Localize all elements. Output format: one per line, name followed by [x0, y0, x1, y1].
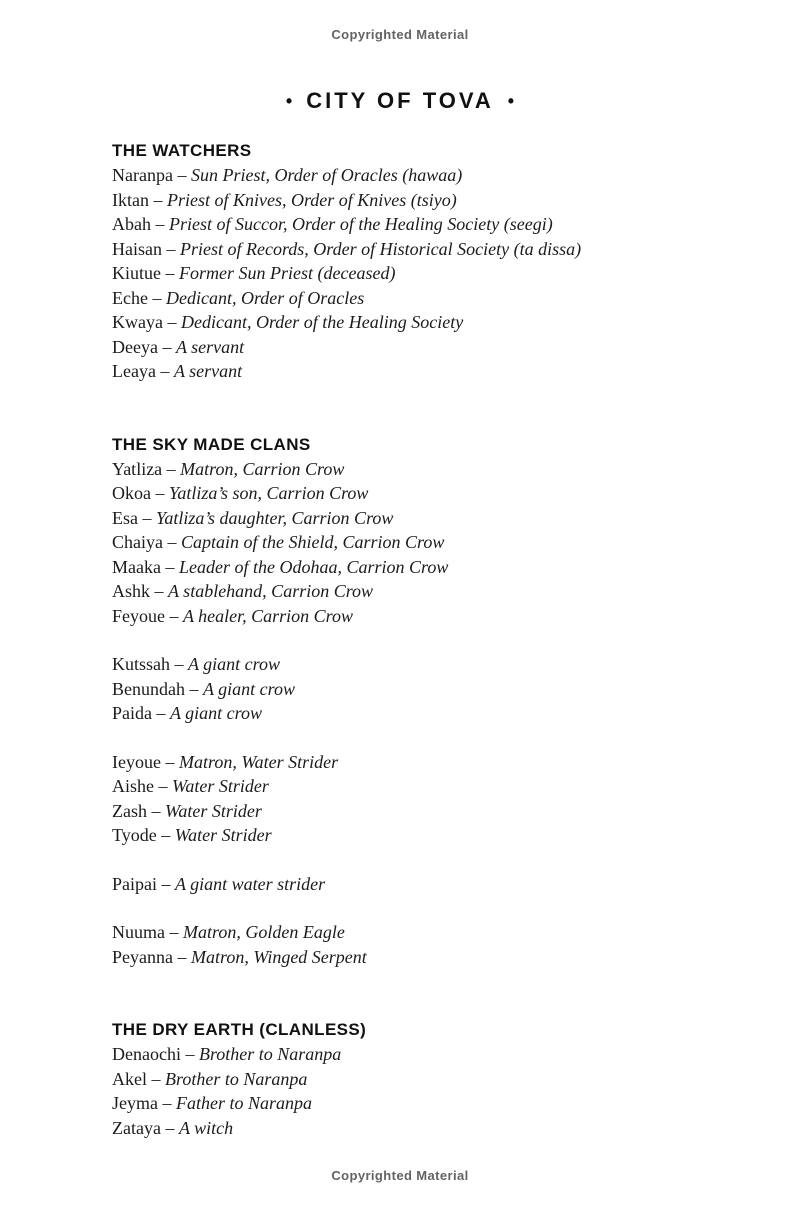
character-name: Tyode [112, 825, 157, 845]
separator-dash: – [160, 751, 179, 772]
separator-dash: – [172, 946, 191, 967]
copyright-notice-top: Copyrighted Material [331, 27, 469, 42]
character-description: Brother to Naranpa [198, 1044, 342, 1064]
character-name: Denaochi [112, 1044, 181, 1064]
character-entry [112, 335, 730, 360]
character-entry [112, 1091, 730, 1116]
entry-group [112, 457, 730, 629]
character-entry [112, 774, 730, 799]
separator-dash: – [147, 800, 165, 821]
character-entry [112, 799, 730, 824]
separator-dash: – [151, 214, 169, 234]
character-list [112, 114, 730, 1140]
page-title [0, 88, 800, 114]
separator-dash: – [150, 581, 169, 601]
character-entry [112, 945, 730, 970]
character-description: Water Strider [165, 800, 262, 821]
character-entry [112, 872, 730, 897]
character-entry [112, 481, 730, 506]
separator-dash: – [155, 361, 174, 381]
section [112, 114, 730, 384]
bullet-right-icon: • [507, 91, 515, 111]
entry-group [112, 1042, 730, 1140]
character-description: Brother to Naranpa [165, 1068, 308, 1089]
character-description: Leader of the Odohaa, Carrion Crow [178, 556, 449, 577]
separator-dash: – [154, 776, 172, 796]
separator-dash: – [157, 873, 175, 894]
character-name: Kutssah [112, 654, 170, 674]
character-description: A witch [178, 1117, 234, 1138]
character-description: A servant [175, 336, 245, 357]
separator-dash: – [161, 238, 180, 259]
character-name: Paida [112, 703, 152, 723]
character-entry [112, 359, 730, 384]
character-name: Chaiya [112, 532, 163, 552]
entry-group [112, 750, 730, 848]
character-entry [112, 1042, 730, 1067]
character-name: Eche [112, 287, 148, 308]
character-description: Yatliza’s daughter, Carrion Crow [156, 507, 394, 528]
entry-group [112, 920, 730, 969]
character-name: Paipai [112, 873, 157, 894]
bullet-left-icon: • [285, 91, 293, 111]
character-description: Yatliza’s son, Carrion Crow [169, 483, 369, 503]
character-entry [112, 604, 730, 629]
character-name: Feyoue [112, 605, 165, 626]
separator-dash: – [152, 703, 170, 723]
character-description: Dedicant, Order of Oracles [165, 287, 365, 308]
character-description: Former Sun Priest (deceased) [179, 263, 396, 283]
character-description: A healer, Carrion Crow [183, 605, 354, 626]
character-name: Ieyoue [112, 751, 161, 772]
page-title-text: CITY OF TOVA [306, 88, 494, 113]
character-description: Priest of Records, Order of Historical Society (ta dissa) [179, 238, 582, 259]
character-description: A giant crow [170, 703, 263, 723]
character-description: A giant crow [188, 654, 281, 674]
character-name: Abah [112, 214, 151, 234]
character-entry [112, 212, 730, 237]
character-description: Priest of Succor, Order of the Healing Society (seegi) [169, 214, 553, 234]
separator-dash: – [162, 458, 181, 479]
character-entry [112, 823, 730, 848]
character-entry [112, 701, 730, 726]
separator-dash: – [165, 605, 183, 626]
character-entry [112, 457, 730, 482]
separator-dash: – [147, 287, 166, 308]
separator-dash: – [162, 312, 181, 332]
character-name: Ashk [112, 581, 151, 601]
character-description: Father to Naranpa [175, 1093, 312, 1113]
separator-dash: – [147, 1068, 165, 1089]
separator-dash: – [184, 678, 203, 699]
character-entry [112, 188, 730, 213]
separator-dash: – [161, 263, 179, 283]
separator-dash: – [170, 654, 188, 674]
character-name: Haisan [112, 238, 162, 259]
character-name: Kwaya [112, 312, 163, 332]
separator-dash: – [163, 532, 181, 552]
character-entry [112, 163, 730, 188]
character-description: Priest of Knives, Order of Knives (tsiyo) [166, 189, 457, 210]
character-description: A servant [173, 361, 243, 381]
character-entry [112, 920, 730, 945]
character-description: Captain of the Shield, Carrion Crow [181, 532, 445, 552]
character-name: Zataya [112, 1117, 161, 1138]
character-description: A giant crow [202, 678, 295, 699]
copyright-notice-bottom: Copyrighted Material [331, 1168, 469, 1183]
character-entry [112, 310, 730, 335]
character-entry [112, 750, 730, 775]
section [112, 993, 730, 1140]
character-name: Deeya [112, 336, 158, 357]
section-heading: THE DRY EARTH (CLANLESS) [112, 1020, 367, 1039]
separator-dash: – [165, 922, 183, 942]
character-name: Peyanna [112, 946, 173, 967]
character-description: A giant water strider [175, 873, 326, 894]
character-entry [112, 286, 730, 311]
entry-group [112, 872, 730, 897]
character-name: Maaka [112, 556, 161, 577]
character-name: Jeyma [112, 1093, 158, 1113]
character-entry [112, 506, 730, 531]
section [112, 408, 730, 970]
character-entry [112, 237, 730, 262]
character-description: A stablehand, Carrion Crow [168, 581, 374, 601]
character-name: Esa [112, 507, 138, 528]
character-name: Zash [112, 800, 147, 821]
character-entry [112, 677, 730, 702]
character-entry [112, 261, 730, 286]
character-name: Okoa [112, 483, 151, 503]
separator-dash: – [151, 483, 169, 503]
character-description: Matron, Golden Eagle [183, 922, 345, 942]
character-description: Matron, Carrion Crow [180, 458, 345, 479]
separator-dash: – [160, 556, 179, 577]
character-name: Benundah [112, 678, 185, 699]
character-entry [112, 1116, 730, 1141]
character-description: Water Strider [172, 776, 269, 796]
character-description: Water Strider [174, 825, 272, 845]
character-name: Aishe [112, 776, 154, 796]
separator-dash: – [148, 189, 167, 210]
character-name: Yatliza [112, 458, 163, 479]
separator-dash: – [160, 1117, 179, 1138]
character-name: Naranpa [112, 165, 173, 185]
character-description: Matron, Water Strider [178, 751, 339, 772]
character-entry [112, 555, 730, 580]
character-description: Dedicant, Order of the Healing Society [180, 312, 464, 332]
entry-group [112, 163, 730, 384]
character-name: Akel [112, 1068, 147, 1089]
section-heading: THE WATCHERS [112, 141, 252, 160]
character-entry [112, 1067, 730, 1092]
separator-dash: – [180, 1044, 199, 1064]
separator-dash: – [157, 1093, 176, 1113]
character-description: Matron, Winged Serpent [190, 946, 367, 967]
character-name: Kiutue [112, 263, 161, 283]
character-name: Nuuma [112, 922, 165, 942]
character-entry [112, 652, 730, 677]
character-entry [112, 530, 730, 555]
character-entry [112, 579, 730, 604]
entry-group [112, 652, 730, 726]
separator-dash: – [157, 336, 176, 357]
separator-dash: – [156, 825, 175, 845]
character-description: Sun Priest, Order of Oracles (hawaa) [190, 165, 463, 185]
character-name: Iktan [112, 189, 149, 210]
separator-dash: – [172, 165, 191, 185]
separator-dash: – [138, 507, 156, 528]
character-name: Leaya [112, 361, 156, 381]
section-heading: THE SKY MADE CLANS [112, 434, 311, 454]
